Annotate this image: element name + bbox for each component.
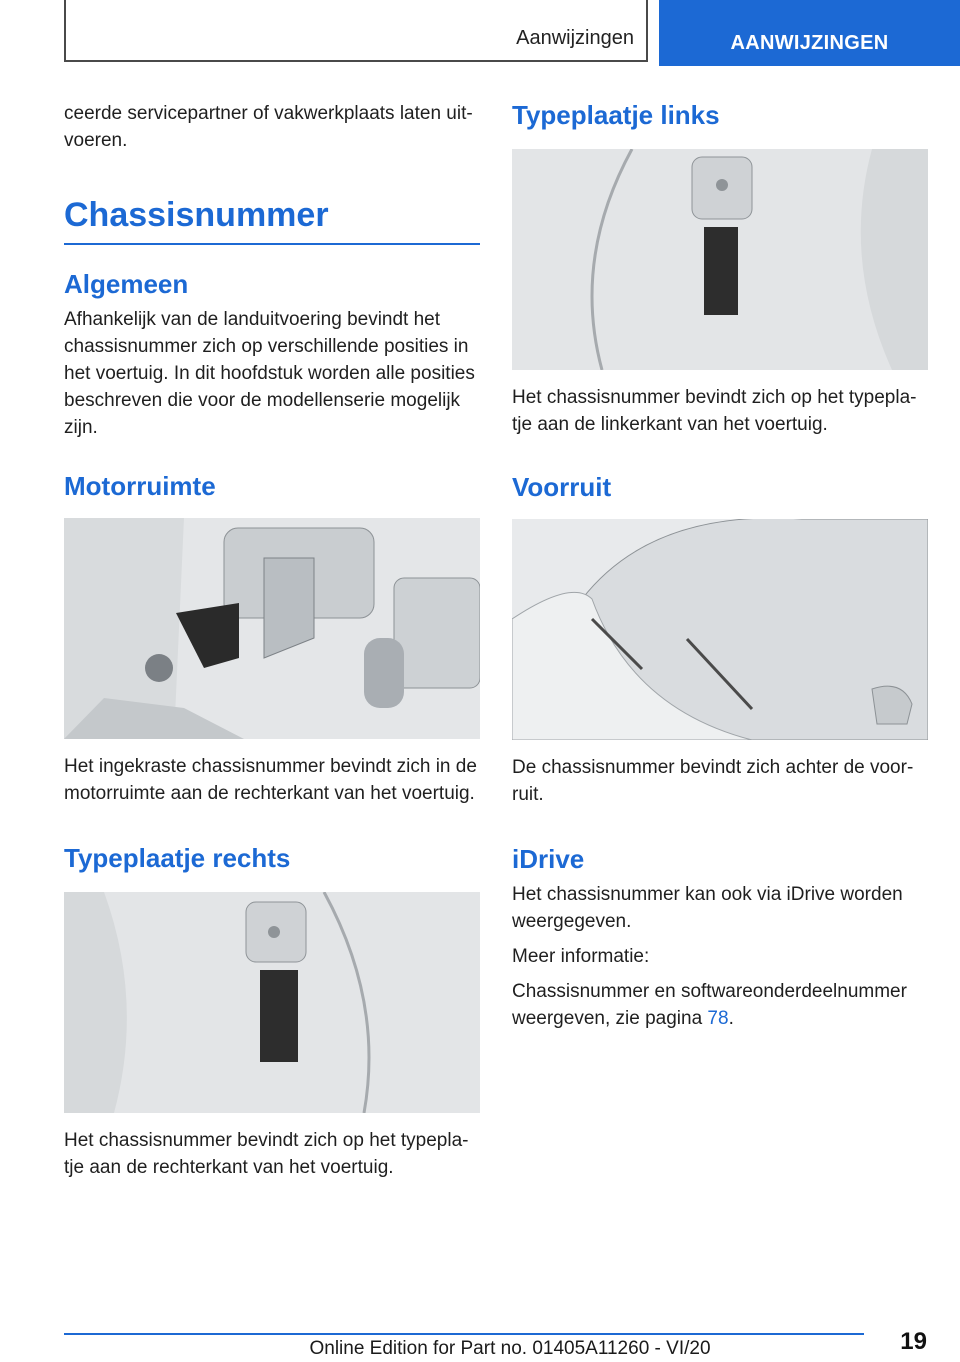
idrive-reference-text: Chassisnummer en softwareonderdeelnummer weergeven, zie pagina <box>512 981 907 1029</box>
intro-text: ceerde servicepartner of vakwerkplaats laten uit-voeren. <box>64 103 473 151</box>
idrive-reference <box>512 978 928 1032</box>
heading-algemeen: Algemeen <box>64 269 189 299</box>
plate-right-caption: Het chassisnummer bevindt zich op het typepla-tje aan de rechterkant van het voertuig. <box>64 1130 469 1178</box>
header-chapter-tab[interactable] <box>659 0 960 66</box>
left-column <box>64 100 480 1181</box>
page-link-78[interactable]: 78 <box>707 1008 729 1029</box>
windscreen-caption: De chassisnummer bevindt zich achter de voor-ruit. <box>512 757 914 805</box>
plate-right-image <box>64 892 480 1113</box>
idrive-text: Het chassisnummer kan ook via iDrive worden weergegeven. <box>512 884 903 932</box>
plate-left-image <box>512 149 928 370</box>
heading-idrive: iDrive <box>512 844 585 874</box>
heading-motorruimte: Motorruimte <box>64 471 216 501</box>
general-text: Afhankelijk van de landuitvoering bevindt het chassisnummer zich op verschillende posities in het voertuig. In dit hoofdstuk worden alle posities beschreven die voor de modellenserie mogelijk zijn. <box>64 309 475 438</box>
engine-bay-image <box>64 518 480 739</box>
footer-divider <box>64 1333 864 1335</box>
header-chapter-label: AANWIJZINGEN <box>730 32 889 54</box>
header-section-label: Aanwijzingen <box>516 27 634 49</box>
plate-left-caption: Het chassisnummer bevindt zich op het typepla-tje aan de linkerkant van het voertuig. <box>512 387 917 435</box>
page-number: 19 <box>900 1328 927 1355</box>
right-column <box>512 100 928 1032</box>
engine-caption: Het ingekraste chassisnummer bevindt zich in de motorruimte aan de rechterkant van het voertuig. <box>64 756 477 804</box>
heading-voorruit: Voorruit <box>512 472 612 502</box>
heading-typeplaatje-links: Typeplaatje links <box>512 100 720 130</box>
page-title: Chassisnummer <box>64 196 480 245</box>
header-section-tab <box>64 0 648 62</box>
windscreen-image <box>512 519 928 740</box>
heading-typeplaatje-rechts: Typeplaatje rechts <box>64 843 291 873</box>
idrive-more-info: Meer informatie: <box>512 946 650 967</box>
footer-edition: Online Edition for Part no. 01405A11260 - VI/20 <box>309 1338 711 1359</box>
idrive-reference-suffix: . <box>728 1008 734 1029</box>
